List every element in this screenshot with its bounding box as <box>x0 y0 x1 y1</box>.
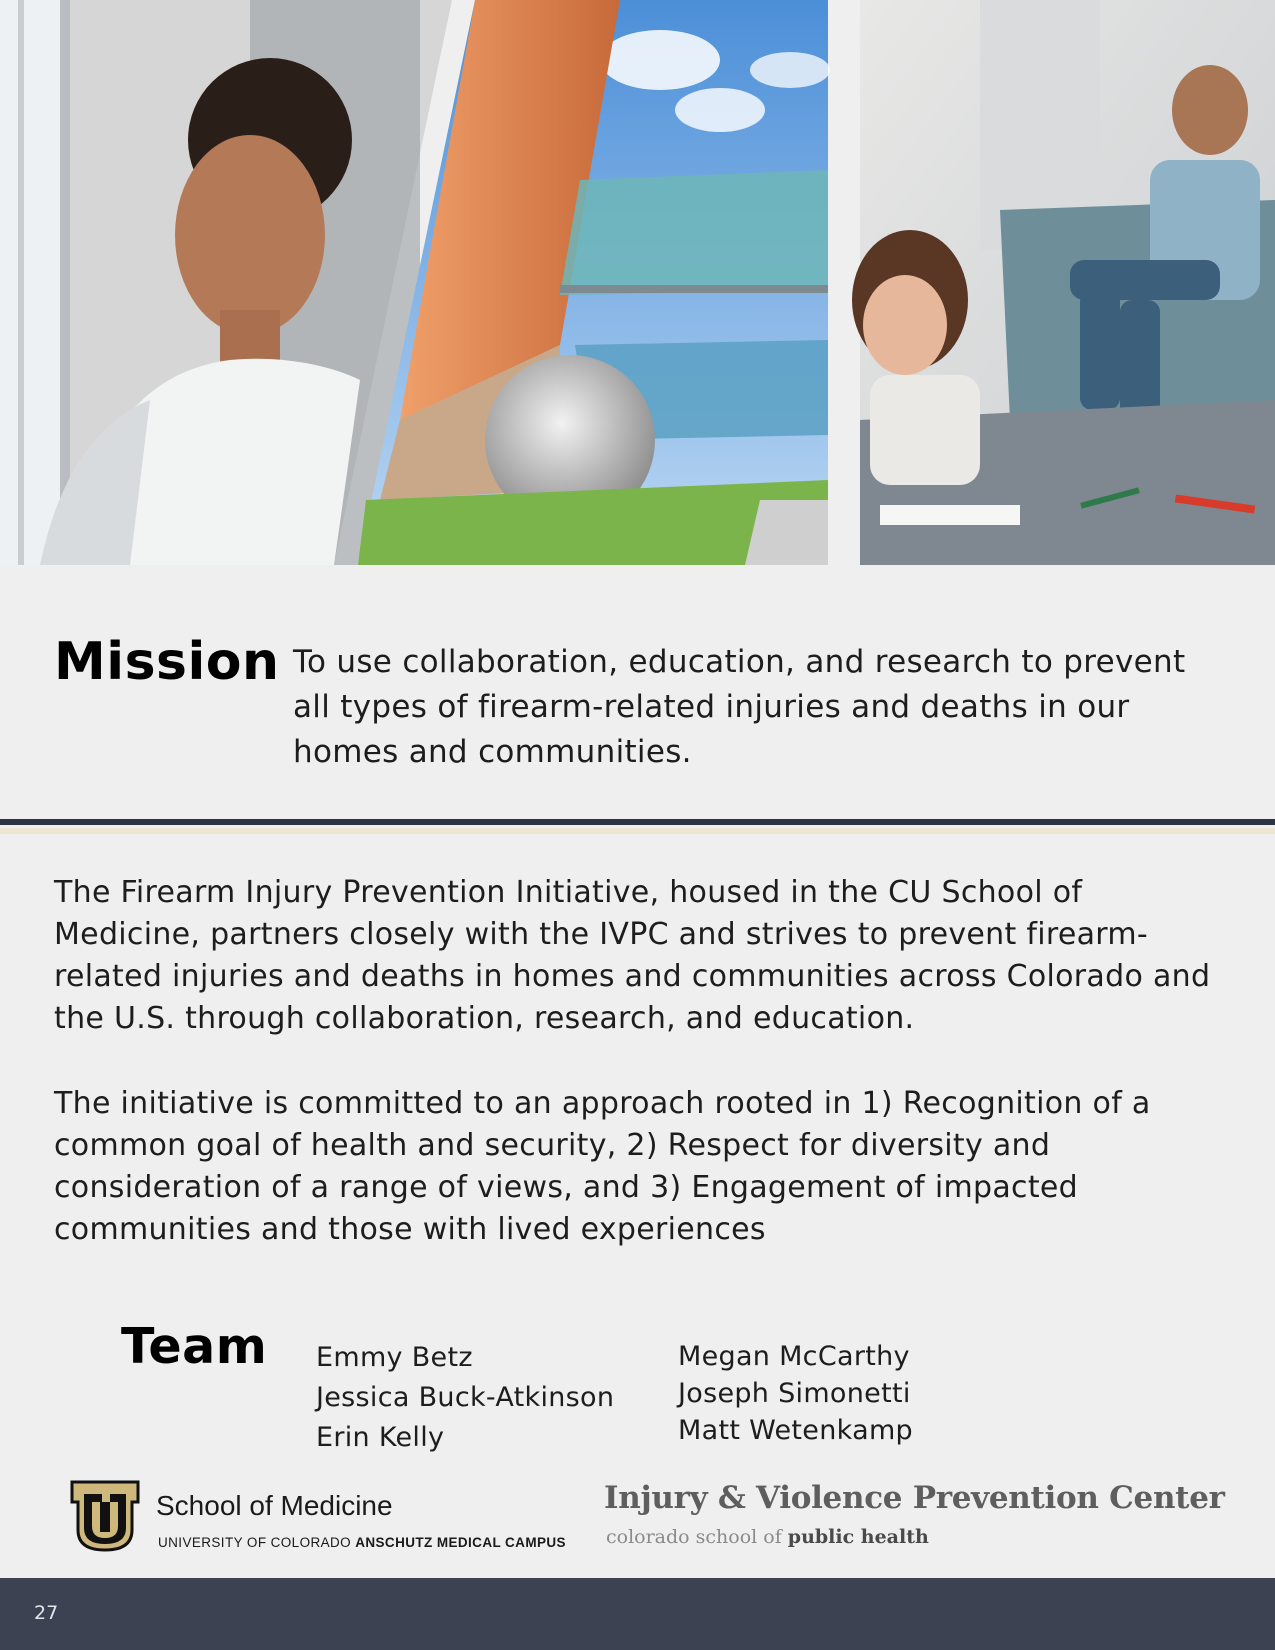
school-of-medicine-subtitle <box>158 1535 566 1550</box>
mission-heading: Mission <box>54 632 280 692</box>
team-member: Matt Wetenkamp <box>678 1415 913 1446</box>
initiative-approach: The initiative is committed to an approach rooted in 1) Recognition of a common goal of health and security, 2) Respect for diversity and consideration of a range of views, and 3) Engagement of impacted communities and those with lived experiences <box>54 1086 1151 1247</box>
ivpc-title: Injury & Violence Prevention Center <box>604 1480 1225 1516</box>
team-list-column-2 <box>678 1338 913 1449</box>
team-list-column-1 <box>316 1338 614 1458</box>
team-member: Emmy Betz <box>316 1342 473 1373</box>
header-photo-collage <box>0 0 1275 565</box>
team-member: Joseph Simonetti <box>678 1378 911 1409</box>
section-divider-dark <box>0 819 1275 825</box>
page-number: 27 <box>34 1602 59 1624</box>
team-member: Megan McCarthy <box>678 1341 910 1372</box>
team-heading: Team <box>121 1318 268 1375</box>
cu-emblem-icon <box>70 1480 140 1552</box>
mission-statement: To use collaboration, education, and research to prevent all types of firearm-related injuries and deaths in our homes and communities. <box>293 644 1186 770</box>
footer-bar <box>0 1578 1275 1650</box>
ivpc-logo <box>604 1480 1224 1555</box>
campus-name-regular: UNIVERSITY OF COLORADO <box>158 1535 356 1550</box>
school-of-medicine-title: School of Medicine <box>156 1490 393 1521</box>
team-member: Jessica Buck-Atkinson <box>316 1382 615 1413</box>
campus-name-bold: ANSCHUTZ MEDICAL CAMPUS <box>355 1535 566 1550</box>
ivpc-subtitle-bold: public health <box>787 1526 929 1548</box>
family-photo <box>852 0 1275 565</box>
initiative-description: The Firearm Injury Prevention Initiative, housed in the CU School of Medicine, partners closely with the IVPC and strives to prevent firearm-related injuries and deaths in homes and communities across Colorado and the U.S. through collaboration, research, and education. <box>54 875 1211 1036</box>
ivpc-subtitle-regular: colorado school of <box>606 1526 788 1548</box>
school-of-medicine-logo <box>70 1480 590 1555</box>
ivpc-subtitle <box>606 1526 929 1548</box>
team-member: Erin Kelly <box>316 1422 445 1453</box>
section-divider-light <box>0 828 1275 834</box>
